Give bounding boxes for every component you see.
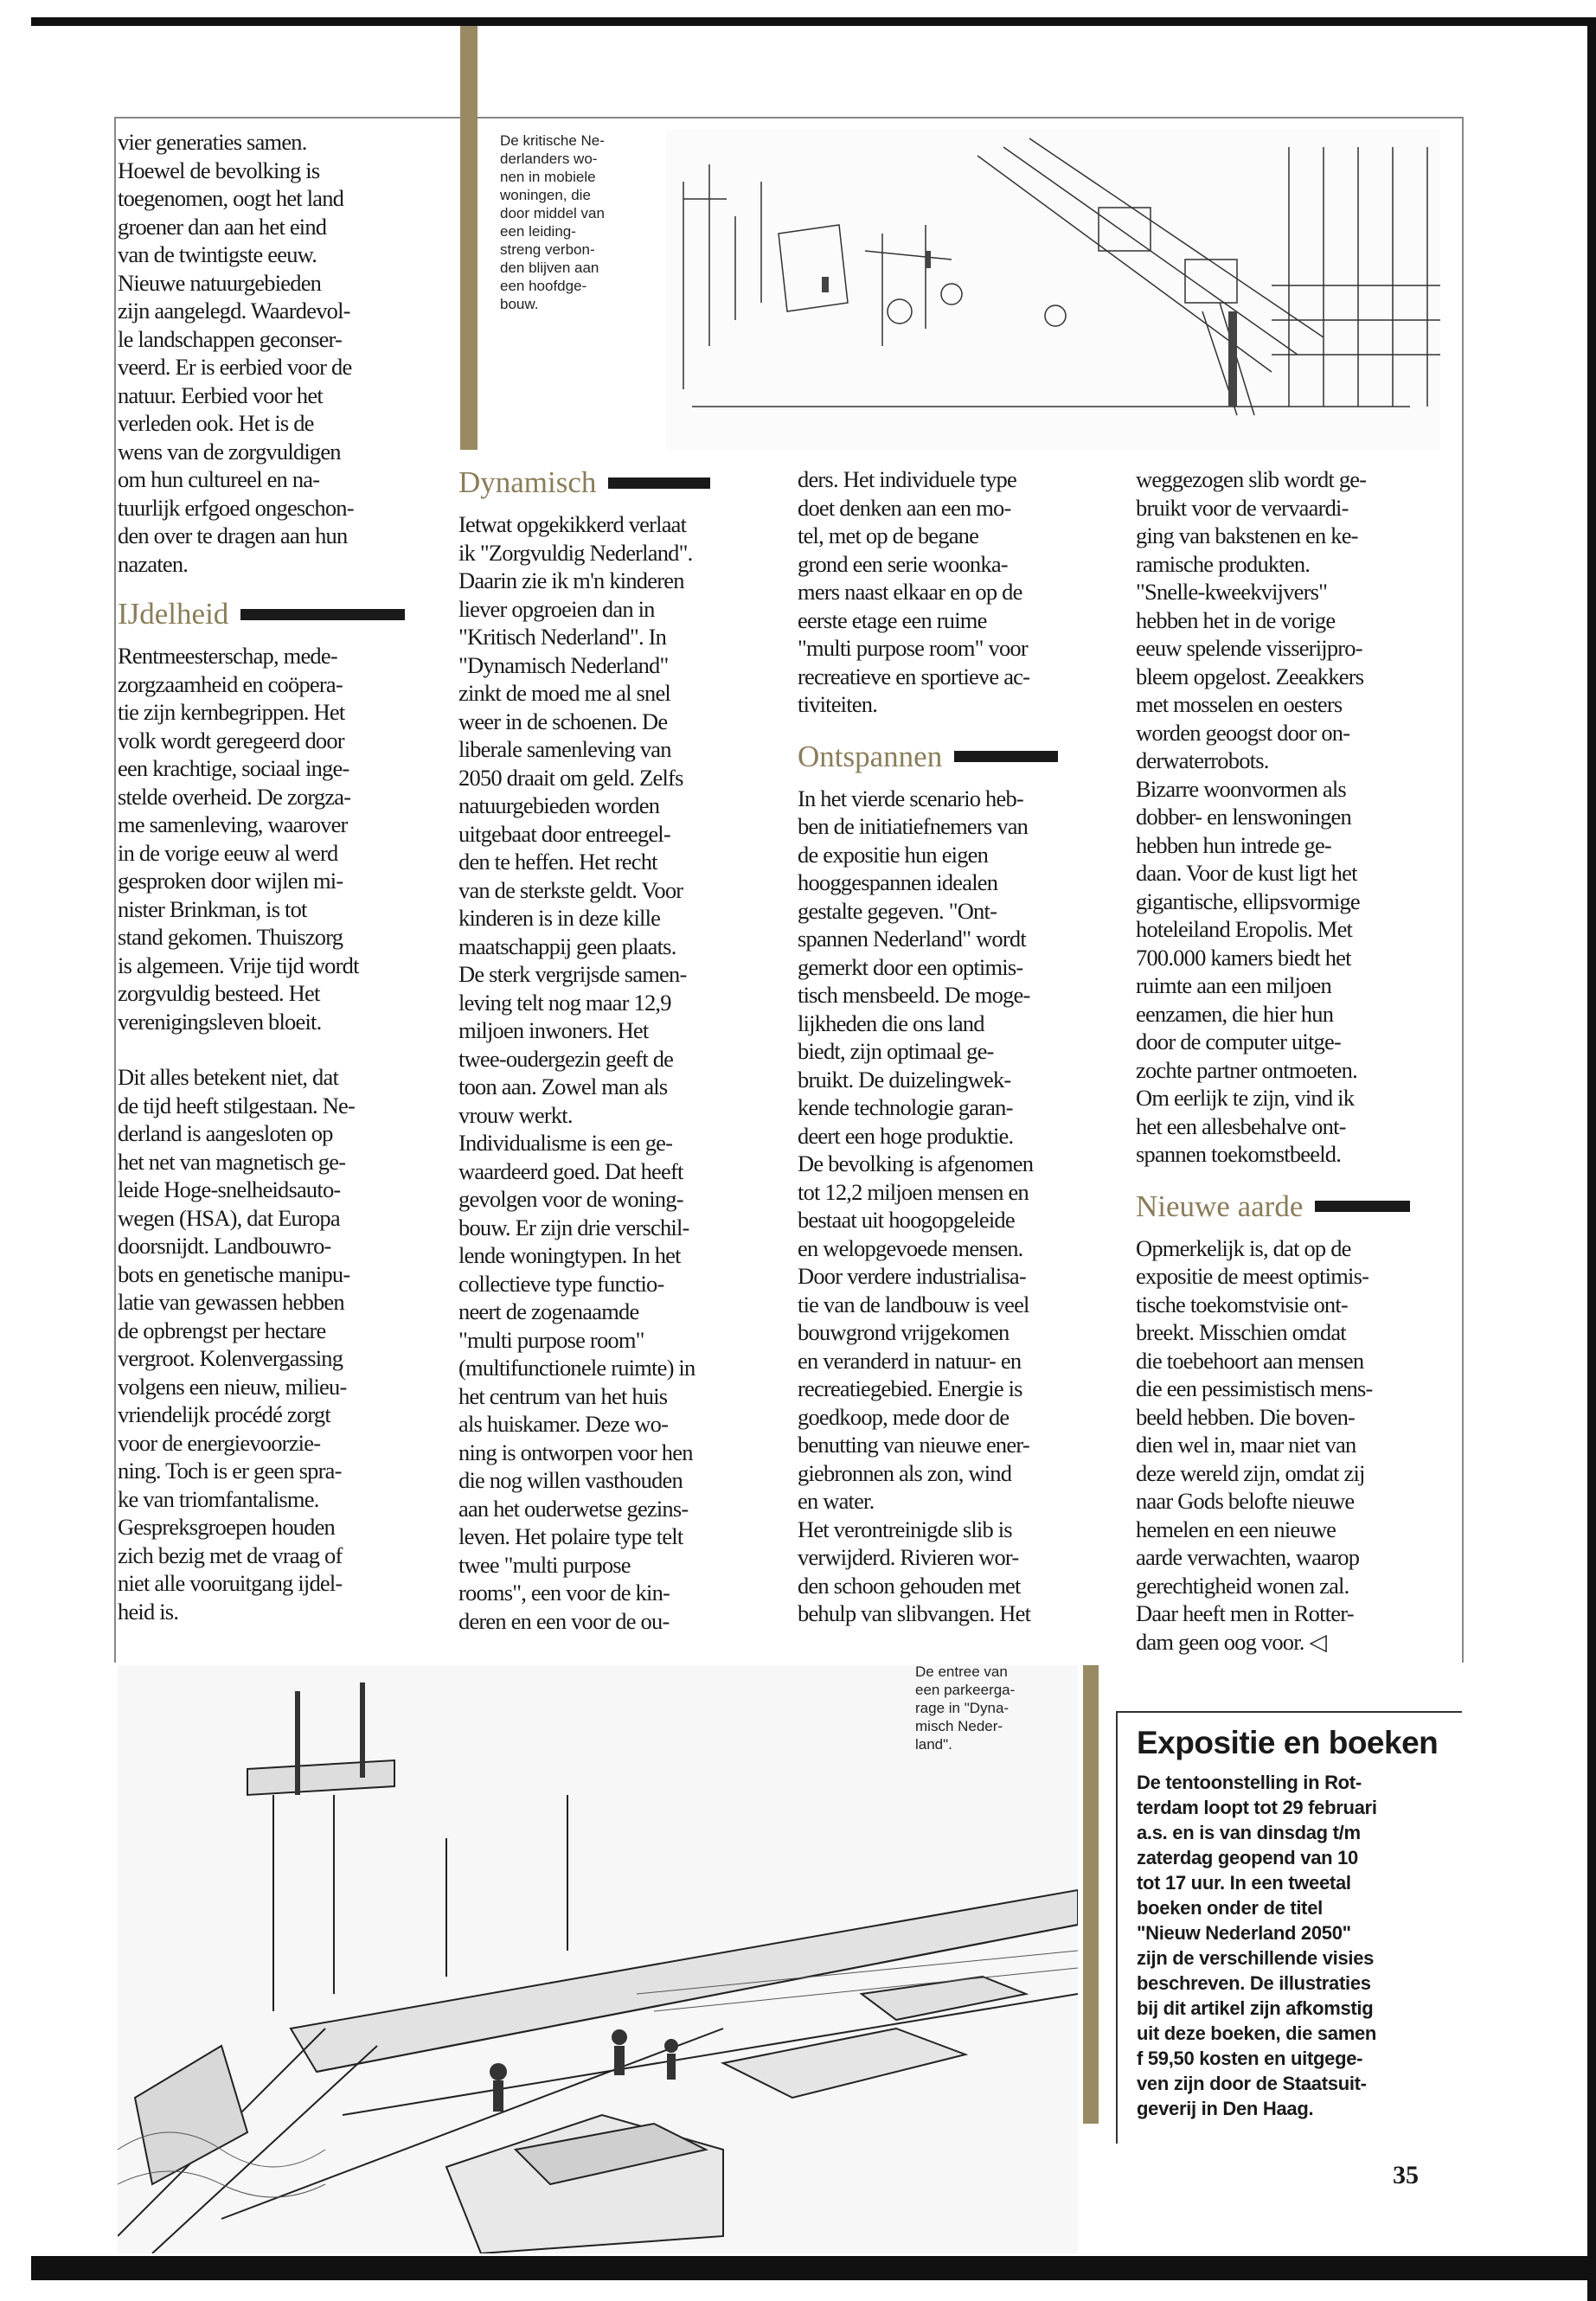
mobile-homes-illustration [666, 130, 1440, 450]
column-1 [118, 128, 429, 1625]
col1-intro: vier generaties samen. Hoewel de bevolking is toegenomen, oogt het land groener dan aan het eind van de twintigste eeuw. Nieuwe natuurgebieden zijn aangelegd. Waardevol- le landschappen geconser- veerd. Er is eerbied voor de natuur. Eerbied voor het verleden ook. Het is de wens van de zorgvuldigen om hun cultureel en na- tuurlijk erfgoed ongeschon- den over te dragen aan hun nazaten. [118, 129, 354, 577]
heading-bar [608, 478, 710, 489]
heading-bar [954, 751, 1058, 762]
heading-ijdelheid: IJdelheid [118, 597, 429, 631]
page-number: 35 [1393, 2161, 1419, 2189]
col2-text: Ietwat opgekikkerd verlaat ik "Zorgvuldig Nederland". Daarin zie ik m'n kinderen liever opgroeien dan in "Kritisch Nederland". In "Dynamisch Nederland" zinkt de moed me al snel weer in de schoenen. De liberale samenleving van 2050 draait om geld. Zelfs natuurgebieden worden uitgebaat door entreegel- den te heffen. Het recht van de sterkste geldt. Voor kinderen is in deze kille maatschappij geen plaats. De sterk vergrijsde samen- leving telt nog maar 12,9 miljoen inwoners. Het twee-oudergezin geeft de toon aan. Zowel man als vrouw werkt. Individualisme is een ge- waardeerd goed. Dat heeft gevolgen voor de woning- bouw. Er zijn drie verschil- lende woningtypen. In het collectieve type functio- neert de zogenaamde "multi purpose room" (multifunctionele ruimte) in het centrum van het huis als huiskamer. Deze wo- ning is ontworpen voor hen die nog willen vasthouden aan het ouderwetse gezins- leven. Het polaire type telt twee "multi purpose rooms", een voor de kin- deren en een voor de ou- [458, 511, 695, 1634]
accent-rule-bottom [1083, 1665, 1099, 2124]
page-border-right [1587, 17, 1596, 2301]
sidebar-title: Expositie en boeken [1137, 1725, 1439, 1760]
heading-nieuwe-aarde: Nieuwe aarde [1136, 1189, 1456, 1224]
parking-garage-illustration [118, 1665, 1078, 2253]
mobile-homes-drawing [666, 130, 1440, 450]
col3-text1: ders. Het individuele type doet denken aan een mo- tel, met op de begane grond een serie woonka- mers naast elkaar en op de eerste etage een ruime "multi purpose room" voor recreatieve en sportieve ac- tiviteiten. [798, 466, 1030, 717]
end-mark-icon: ◁ [1309, 1628, 1327, 1655]
parking-garage-drawing [118, 1665, 1078, 2253]
sidebar-body: De tentoonstelling in Rot- terdam loopt tot 29 februari a.s. en is van dinsdag t/m zaterdag geopend van 10 tot 17 uur. In een tweetal boeken onder de titel "Nieuw Nederland 2050" zijn de verschillende visies beschreven. De illustraties bij dit artikel zijn afkomstig uit deze boeken, die samen f 59,50 kosten en uitgege- ven zijn door de Staatsuit- geverij in Den Haag. [1137, 1772, 1377, 2119]
heading-bar [240, 609, 405, 620]
page-border-bottom [31, 2256, 1596, 2280]
column-4 [1136, 465, 1456, 1656]
heading-ontspannen: Ontspannen [798, 740, 1109, 774]
column-3 [798, 465, 1109, 1628]
heading-bar [1315, 1201, 1410, 1212]
top-illustration-caption: De kritische Ne- derlanders wo- nen in mobiele woningen, die door middel van een leiding- streng verbon- den blijven aan een hoofdge- bouw. [500, 132, 605, 312]
heading-dynamisch: Dynamisch [458, 465, 761, 500]
col3-text2: In het vierde scenario heb- ben de initiatiefnemers van de expositie hun eigen hooggespannen idealen gestalte gegeven. "Ont- spannen Nederland" wordt gemerkt door een optimis- tisch mensbeeld. De moge- lijkheden die ons land biedt, zijn optimaal ge- bruikt. De duizelingwek- kende technologie garan- deert een hoge produktie. De bevolking is afgenomen tot 12,2 miljoen mensen en bestaat uit hoogopgeleide en welopgevoede mensen. Door verdere industrialisa- tie van de landbouw is veel bouwgrond vrijgekomen en veranderd in natuur- en recreatiegebied. Energie is goedkoop, mede door de benutting van nieuwe ener- giebronnen als zon, wind en water. Het verontreinigde slib is verwijderd. Rivieren wor- den schoon gehouden met behulp van slibvangen. Het [798, 785, 1034, 1626]
bottom-illustration-caption: De entree van een parkeerga- rage in "Dyna- misch Neder- land". [915, 1663, 1016, 1753]
exhibition-sidebar [1116, 1711, 1462, 2144]
page-border-top [31, 17, 1596, 26]
col4-text1: weggezogen slib wordt ge- bruikt voor de vervaardi- ging van bakstenen en ke- ramische produkten. "Snelle-kweekvijvers" hebben het in de vorige eeuw spelende visserijpro- bleem opgelost. Zeeakkers met mosselen en oesters worden geoogst door on- derwaterrobots. Bizarre woonvormen als dobber- en lenswoningen hebben hun intrede ge- daan. Voor de kust ligt het gigantische, ellipsvormige hoteleiland Eropolis. Met 700.000 kamers biedt het ruimte aan een miljoen eenzamen, die hier hun door de computer uitge- zochte partner ontmoeten. Om eerlijk te zijn, vind ik het een allesbehalve ont- spannen toekomstbeeld. [1136, 466, 1367, 1167]
accent-rule-top [460, 26, 478, 450]
col1-section2: Dit alles betekent niet, dat de tijd heeft stilgestaan. Ne- derland is aangesloten op het net van magnetisch ge- leide Hoge-snelheidsauto- wegen (HSA), dat Europa doorsnijdt. Landbouwro- bots en genetische manipu- latie van gewassen hebben de opbrengst per hectare vergroot. Kolenvergassing volgens een nieuw, milieu- vriendelijk procédé zorgt voor de energievoorzie- ning. Toch is er geen spra- ke van triomfantalisme. Gespreksgroepen houden zich bezig met de vraag of niet alle vooruitgang ijdel- heid is. [118, 1064, 356, 1625]
column-2 [458, 465, 761, 1635]
col1-section1: Rentmeesterschap, mede- zorgzaamheid en coöpera- tie zijn kernbegrippen. Het volk wordt geregeerd door een krachtige, sociaal inge- stelde overheid. De zorgza- me samenleving, waarover in de vorige eeuw al werd gesproken door wijlen mi- nister Brinkman, is tot stand gekomen. Thuiszorg is algemeen. Vrije tijd wordt zorgvuldig besteed. Het verenigingsleven bloeit. [118, 643, 359, 1035]
col4-text2: Opmerkelijk is, dat op de expositie de meest optimis- tische toekomstvisie ont- breekt. Misschien omdat die toebehoort aan mensen die een pessimistisch mens- beeld hebben. Die boven- dien wel in, maar niet van deze wereld zijn, omdat zij naar Gods belofte nieuwe hemelen en een nieuwe aarde verwachten, waarop gerechtigheid wonen zal. Daar heeft men in Rotter- dam geen oog voor. ◁ [1136, 1234, 1373, 1655]
